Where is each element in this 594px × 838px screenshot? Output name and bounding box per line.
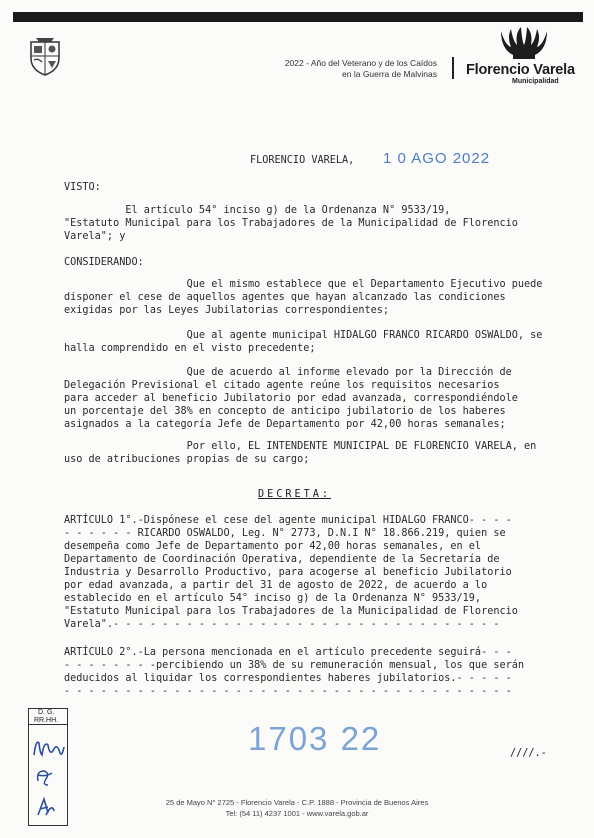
header-motto (245, 58, 437, 80)
considerando-p3-line: asignados a la categoría Jefe de Departamento por 42,00 horas semanales; (64, 419, 506, 430)
articulo-1-line: - - - - - - RICARDO OSWALDO, Leg. N° 2773, D.N.I N° 18.866.219, quien se (64, 528, 506, 539)
visto-line: "Estatuto Municipal para los Trabajadores de la Municipalidad de Florencio (64, 218, 518, 229)
footer-address: 25 de Mayo N° 2725 - Florencio Varela - C.P. 1888 - Provincia de Buenos Aires (165, 798, 429, 807)
florencio-varela-logo-icon (497, 27, 551, 61)
initials-label-rrhh: RR.HH. (34, 717, 59, 724)
continuation-mark: ////.- (510, 748, 547, 759)
considerando-p1-line: exigidas por las Leyes Jubilatorias correspondientes; (64, 305, 390, 316)
header-divider (452, 57, 454, 79)
place-label: FLORENCIO VARELA, (250, 155, 355, 166)
handwritten-initial-signature (30, 735, 66, 761)
articulo-2-line: deducidos al liquidar los correspondientes haberes jubilatorios.- - - - - (64, 673, 512, 684)
motto-line-2: en la Guerra de Malvinas (342, 69, 437, 79)
articulo-1-line: Varela".- - - - - - - - - - - - - - - - - - - - - - - - - - - - - - - - (64, 619, 500, 630)
decreta-heading: DECRETA: (258, 489, 332, 500)
articulo-2-line: - - - - - - - -percibiendo un 38% de su remuneración mensual, los que serán (64, 660, 525, 671)
top-border-bar (13, 12, 583, 22)
articulo-1-line: establecido en el artículo 54° inciso g) de la Ordenanza N° 9533/19, (64, 593, 482, 604)
considerando-p1-line: Que el mismo establece que el Departamento Ejecutivo puede (64, 279, 543, 290)
footer-contact: Tel: (54 11) 4237 1001 - www.varela.gob.ar (225, 809, 369, 818)
visto-heading: VISTO: (64, 182, 101, 193)
articulo-2-line: - - - - - - - - - - - - - - - - - - - - - - - - - - - - - - - - - - - - - (64, 686, 512, 697)
considerando-p1-line: disponer el cese de aquellos agentes que hayan alcanzado las condiciones (64, 292, 506, 303)
considerando-p4-line: Por ello, EL INTENDENTE MUNICIPAL DE FLORENCIO VARELA, en (64, 441, 537, 452)
resolution-number-stamp: 1703 22 (248, 720, 382, 757)
considerando-p3-line: Que de acuerdo al informe elevado por la Dirección de (64, 367, 512, 378)
considerando-heading: CONSIDERANDO: (64, 257, 144, 268)
articulo-1-line: Departamento de Coordinación Operativa, dependiente de la Secretaría de (64, 554, 500, 565)
considerando-p4-line: uso de atribuciones propias de su cargo; (64, 454, 310, 465)
motto-line-1: 2022 - Año del Veterano y de los Caídos (284, 58, 437, 68)
articulo-1-line: Industria y Desarrollo Productivo, para acogerse al beneficio Jubilatorio (64, 567, 512, 578)
considerando-p3-line: Delegación Previsional el citado agente reúne los requisitos necesarios (64, 380, 500, 391)
handwritten-initial-signature (32, 765, 56, 789)
articulo-2-line: ARTÍCULO 2°.-La persona mencionada en el artículo precedente seguirá- - - (64, 647, 512, 658)
initials-label-dg: D. G. (38, 709, 55, 716)
considerando-p2-line: halla comprendido en el visto precedente; (64, 343, 316, 354)
date-stamp: 1 0 AGO 2022 (383, 150, 491, 167)
considerando-p2-line: Que al agente municipal HIDALGO FRANCO RICARDO OSWALDO, se (64, 330, 543, 341)
articulo-1-line: desempeña como Jefe de Departamento por 42,00 horas semanales, en el (64, 541, 482, 552)
visto-line: Varela"; y (64, 231, 126, 242)
considerando-p3-line: para acceder al beneficio Jubilatorio por edad avanzada, correspondiéndole (64, 393, 518, 404)
logo-wordmark: Florencio Varela (466, 62, 575, 78)
coat-of-arms-icon (28, 36, 62, 76)
articulo-1-line: "Estatuto Municipal para los Trabajadores de la Municipalidad de Florencio (64, 606, 518, 617)
considerando-p3-line: un porcentaje del 38% en concepto de anticipo jubilatorio de los haberes (64, 406, 506, 417)
visto-line: El artículo 54° inciso g) de la Ordenanza N° 9533/19, (64, 205, 451, 216)
articulo-1-line: ARTÍCULO 1°.-Dispónese el cese del agente municipal HIDALGO FRANCO- - - - (64, 515, 512, 526)
articulo-1-line: por edad avanzada, a partir del 31 de agosto de 2022, de acuerdo a lo (64, 580, 488, 591)
logo-subtitle: Municipalidad (512, 78, 559, 85)
